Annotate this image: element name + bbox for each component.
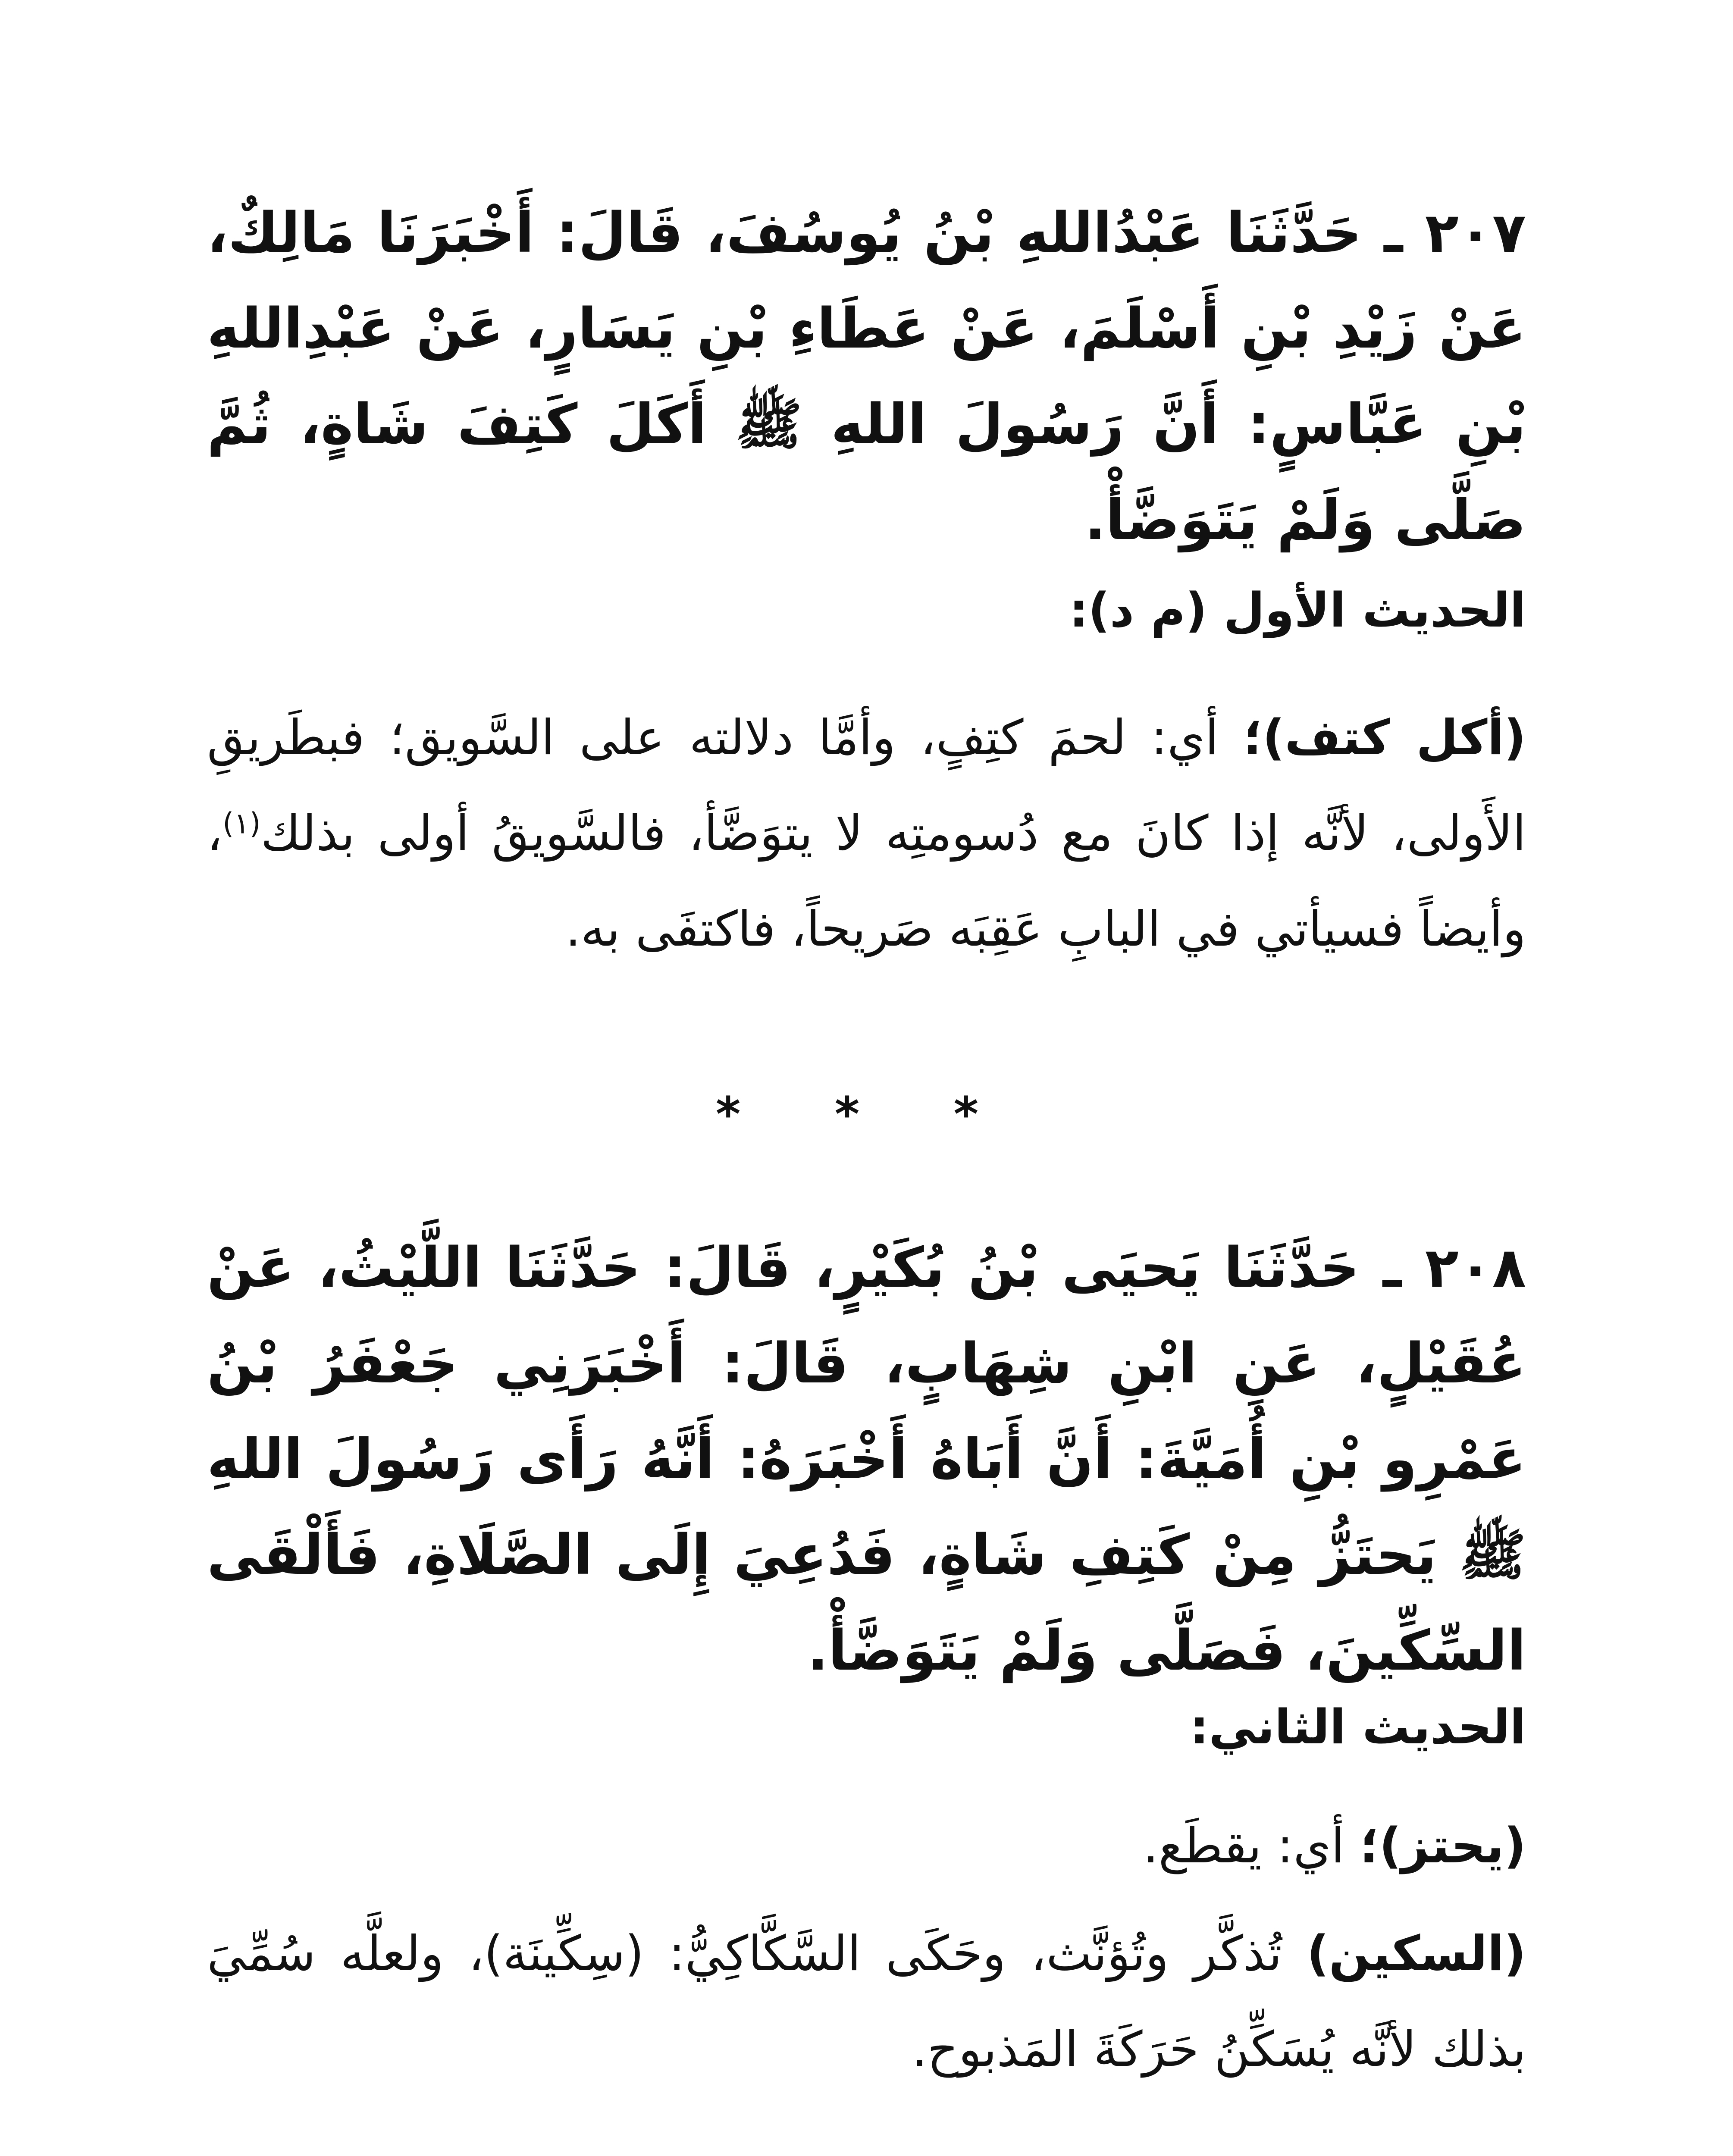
commentary-lead-term: (السكين): [1307, 1926, 1526, 1982]
commentary-lead-term: (يحتز)؛: [1360, 1818, 1526, 1874]
commentary-text-continued: ، وأيضاً فسيأتي في البابِ عَقِبَه صَريحاً، فاكتفَى به.: [207, 805, 1526, 957]
commentary-text: أي: لحمَ كتِفٍ، وأمَّا دلالته على السَّويق؛ فبطَريقِ الأَولى، لأنَّه إذا كانَ مع دُسومتِه لا يتوَضَّأ، فالسَّويقُ أولى بذلك: [207, 710, 1526, 862]
section-separator: * * *: [715, 1087, 1018, 1142]
commentary-paragraph-1: [207, 690, 1526, 977]
commentary-text: أي: يقطَع.: [1143, 1818, 1360, 1874]
commentary-text: تُذكَّر وتُؤنَّث، وحَكَى السَّكَّاكِيُّ: (سِكِّينَة)، ولعلَّه سُمِّيَ بذلك لأنَّه يُسَكِّنُ حَرَكَةَ المَذبوح.: [207, 1926, 1526, 2078]
footnote-reference[interactable]: (١): [223, 806, 261, 840]
hadith-208: ٢٠٨ ـ حَدَّثَنَا يَحيَى بْنُ بُكَيْرٍ، قَالَ: حَدَّثَنَا اللَّيْثُ، عَنْ عُقَيْلٍ، عَنِ ابْنِ شِهَابٍ، قَالَ: أَخْبَرَنِي جَعْفَرُ بْنُ عَمْرِو بْنِ أُمَيَّةَ: أَنَّ أَبَاهُ أَخْبَرَهُ: أَنَّهُ رَأَى رَسُولَ اللهِ ﷺ يَحتَزُّ مِنْ كَتِفِ شَاةٍ، فَدُعِيَ إِلَى الصَّلَاةِ، فَأَلْقَى السِّكِّينَ، فَصَلَّى وَلَمْ يَتَوَضَّأْ.: [207, 1236, 1526, 1683]
commentary-lead-term: (أكل كتف)؛: [1243, 710, 1526, 766]
hadith-207: ٢٠٧ ـ حَدَّثَنَا عَبْدُاللهِ بْنُ يُوسُفَ، قَالَ: أَخْبَرَنَا مَالِكٌ، عَنْ زَيْدِ بْنِ أَسْلَمَ، عَنْ عَطَاءِ بْنِ يَسَارٍ، عَنْ عَبْدِاللهِ بْنِ عَبَّاسٍ: أَنَّ رَسُولَ اللهِ ﷺ أَكَلَ كَتِفَ شَاةٍ، ثُمَّ صَلَّى وَلَمْ يَتَوَضَّأْ.: [207, 201, 1526, 552]
commentary-line-sikkin: [207, 1906, 1526, 2097]
commentary-heading-1: الحديث الأول (م د):: [1069, 583, 1526, 638]
commentary-heading-2: الحديث الثاني:: [1190, 1699, 1526, 1755]
commentary-line-yahtazz: [207, 1798, 1526, 1894]
